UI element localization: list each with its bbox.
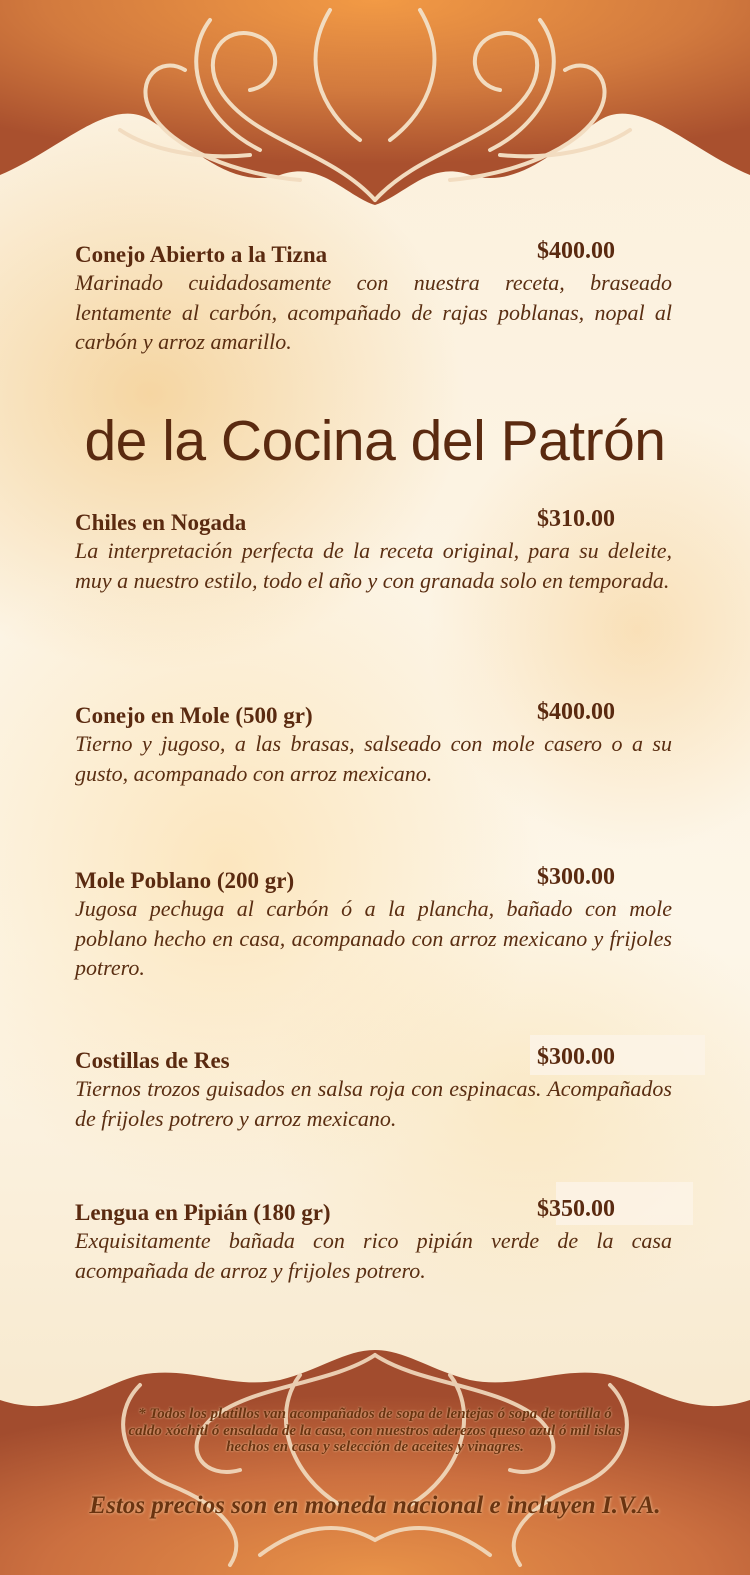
item-description: Exquisitamente bañada con rico pipián verde de la casa acompañada de arroz y frijoles potrero. <box>75 1228 672 1283</box>
bottom-ornament-band <box>0 1345 750 1575</box>
item-description: Tierno y jugoso, a las brasas, salseado con mole casero o a su gusto, acompanado con arroz mexicano. <box>75 731 672 786</box>
item-description: La interpretación perfecta de la receta original, para su deleite, muy a nuestro estilo, todo el año y con granada solo en temporada. <box>75 538 672 593</box>
item-name: Chiles en Nogada <box>75 510 247 535</box>
item-price: $300.00 <box>537 1044 615 1070</box>
item-price: $400.00 <box>537 238 615 264</box>
scroll-ornament-icon <box>0 0 750 230</box>
item-name: Lengua en Pipián (180 gr) <box>75 1200 331 1225</box>
item-description: Tiernos trozos guisados en salsa roja con espinacas. Acompañados de frijoles potrero y arroz mexicano. <box>75 1076 672 1131</box>
scroll-ornament-icon <box>0 1345 750 1575</box>
top-ornament-band <box>0 0 750 230</box>
footnote: * Todos los platillos van acompañados de sopa de lentejas ó sopa de tortilla ó caldo xóchitl ó ensalada de la casa, con nuestros aderezos queso azul ó mil islas hechos en casa y selección de aceites y vinagres. <box>128 1406 622 1455</box>
item-description: Jugosa pechuga al carbón ó a la plancha, bañado con mole poblano hecho en casa, acompanado con arroz mexicano y frijoles potrero. <box>75 896 672 980</box>
item-name: Costillas de Res <box>75 1048 230 1073</box>
section-title: de la Cocina del Patrón <box>84 409 666 473</box>
item-price: $310.00 <box>537 506 615 532</box>
item-name: Conejo Abierto a la Tizna <box>75 242 328 267</box>
price-disclaimer: Estos precios son en moneda nacional e incluyen I.V.A. <box>89 1492 661 1519</box>
item-description: Marinado cuidadosamente con nuestra receta, braseado lentamente al carbón, acompañado de rajas poblanas, nopal al carbón y arroz amarillo. <box>75 270 672 354</box>
item-price: $400.00 <box>537 699 615 725</box>
item-name: Mole Poblano (200 gr) <box>75 868 295 893</box>
item-name: Conejo en Mole (500 gr) <box>75 703 313 728</box>
item-price: $350.00 <box>537 1196 615 1222</box>
item-price: $300.00 <box>537 864 615 890</box>
